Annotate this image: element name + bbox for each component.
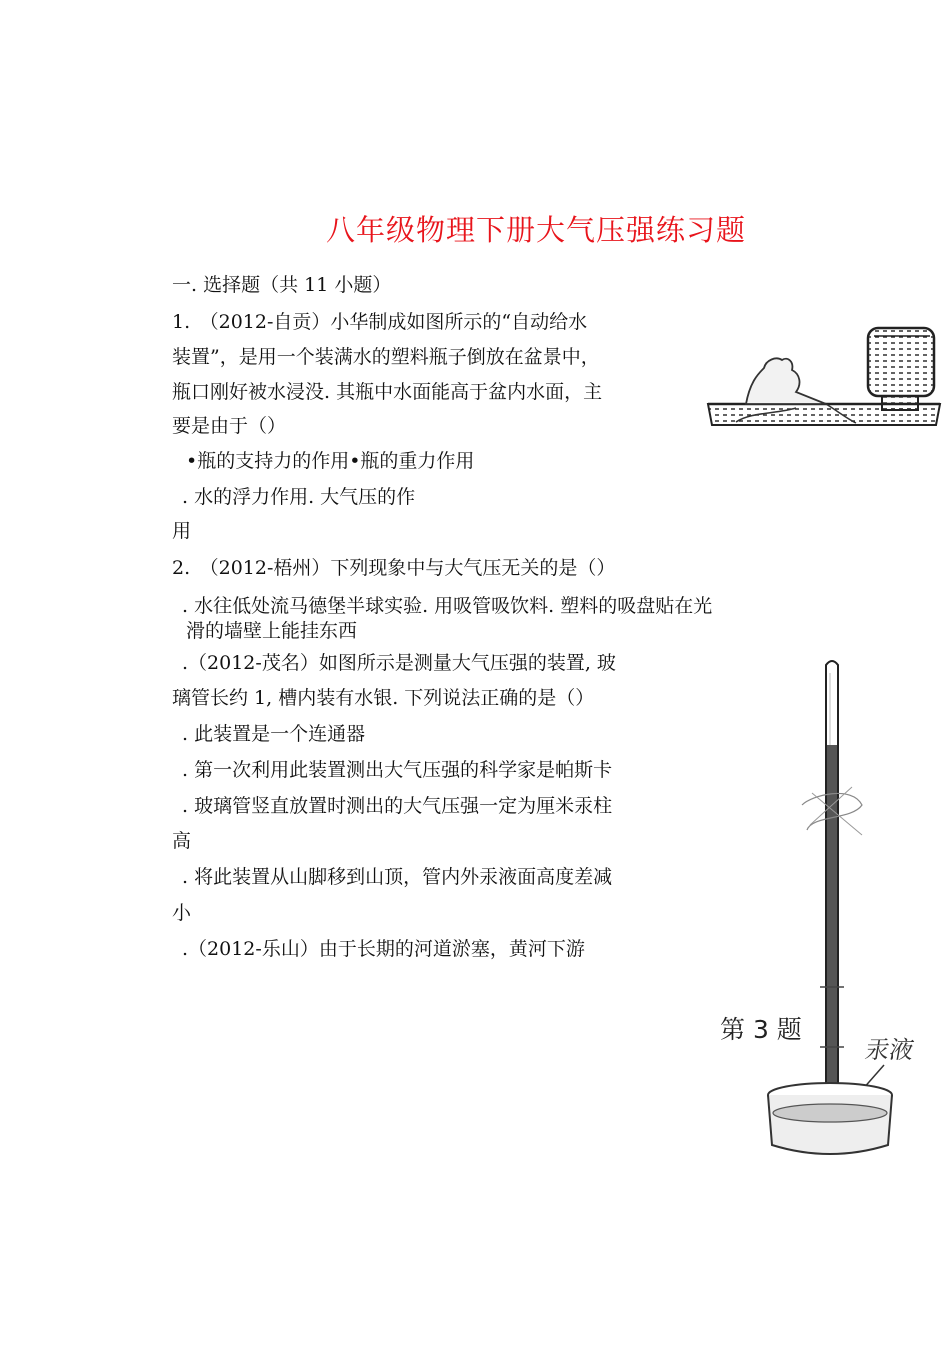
option-line: . 水往低处流马德堡半球实验. 用吸管吸饮料. 塑料的吸盘贴在光 — [182, 595, 713, 617]
watering-device-figure — [706, 322, 942, 432]
option-line: . 玻璃管竖直放置时测出的大气压强一定为厘米汞柱 — [182, 795, 613, 817]
option-line: . 此装置是一个连通器 — [182, 723, 366, 745]
mercury-label: 汞液 — [863, 1036, 917, 1064]
option-line: •瓶的支持力的作用•瓶的重力作用 — [186, 450, 475, 472]
question-line: 要是由于（） — [172, 415, 287, 437]
option-line: 高 — [172, 830, 192, 852]
option-line: . 将此装置从山脚移到山顶，管内外汞液面高度差减 — [182, 866, 613, 888]
page-title: 八年级物理下册大气压强练习题 — [326, 213, 747, 247]
question-line: 2. （2012-梧州）下列现象中与大气压无关的是（） — [172, 557, 616, 579]
option-line: 滑的墙壁上能挂东西 — [186, 620, 358, 642]
barometer-figure — [712, 655, 940, 1165]
section-heading: 一. 选择题（共 11 小题） — [172, 274, 392, 296]
option-line: . 水的浮力作用. 大气压的作 — [182, 486, 416, 508]
option-line: 用 — [172, 520, 192, 542]
question-line: .（2012-茂名）如图所示是测量大气压强的装置, 玻 — [182, 652, 616, 674]
question-line: 瓶口刚好被水浸没. 其瓶中水面能高于盆内水面，主 — [172, 381, 603, 403]
figure-3-caption: 第 3 题 — [720, 1015, 802, 1044]
question-line: 璃管长约 1, 槽内装有水银. 下列说法正确的是（） — [172, 687, 595, 709]
question-line: 1. （2012-自贡）小华制成如图所示的“自动给水 — [172, 311, 588, 333]
option-line: 小 — [172, 902, 192, 924]
question-line: .（2012-乐山）由于长期的河道淤塞，黄河下游 — [182, 938, 585, 960]
question-line: 装置”，是用一个装满水的塑料瓶子倒放在盆景中， — [172, 346, 600, 368]
option-line: . 第一次利用此装置测出大气压强的科学家是帕斯卡 — [182, 759, 613, 781]
